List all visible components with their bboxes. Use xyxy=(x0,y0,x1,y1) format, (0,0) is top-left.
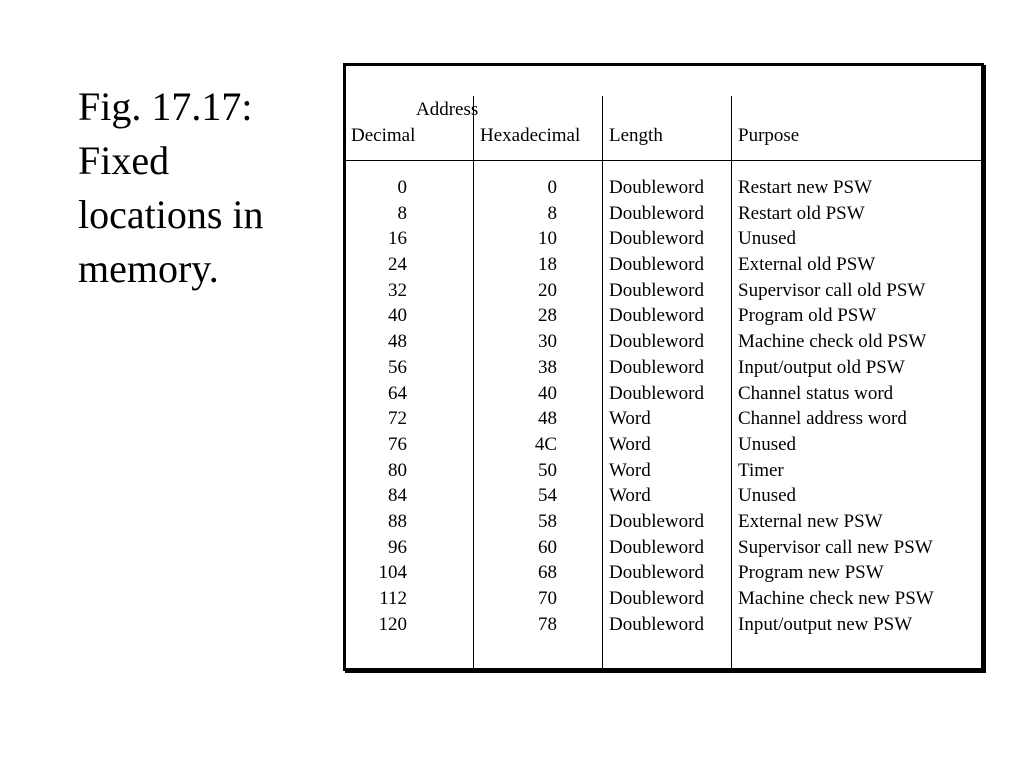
decimal-cell: 48 xyxy=(388,331,407,353)
length-cell: Doubleword xyxy=(609,613,704,635)
table-row xyxy=(346,332,981,358)
table-row xyxy=(346,409,981,435)
length-cell: Doubleword xyxy=(609,562,704,584)
decimal-cell: 32 xyxy=(388,279,407,301)
table-row xyxy=(346,512,981,538)
hexadecimal-cell: 48 xyxy=(538,408,557,430)
table-row xyxy=(346,255,981,281)
length-column-header: Length xyxy=(609,125,663,146)
table-row xyxy=(346,281,981,307)
purpose-cell: Program old PSW xyxy=(738,305,877,327)
header-rule xyxy=(346,160,981,161)
decimal-cell: 72 xyxy=(388,408,407,430)
purpose-cell: Supervisor call old PSW xyxy=(738,279,926,301)
figure-caption xyxy=(78,80,328,296)
table-row xyxy=(346,538,981,564)
decimal-cell: 56 xyxy=(388,356,407,378)
purpose-cell: Program new PSW xyxy=(738,562,884,584)
hexadecimal-cell: 58 xyxy=(538,510,557,532)
purpose-cell: Machine check new PSW xyxy=(738,588,934,609)
purpose-cell: Supervisor call new PSW xyxy=(738,536,933,558)
table-row xyxy=(346,589,981,615)
decimal-cell: 64 xyxy=(388,382,407,404)
purpose-cell: Input/output old PSW xyxy=(738,356,905,378)
length-cell: Word xyxy=(609,485,651,507)
length-cell: Doubleword xyxy=(609,305,704,327)
length-cell: Doubleword xyxy=(609,382,704,404)
hexadecimal-cell: 28 xyxy=(538,305,557,327)
purpose-cell: Restart new PSW xyxy=(738,177,873,198)
purpose-cell: Unused xyxy=(738,485,797,507)
caption-line: Fixed xyxy=(78,138,170,183)
length-cell: Doubleword xyxy=(609,202,704,224)
decimal-cell: 88 xyxy=(388,510,407,532)
caption-line: Fig. 17.17: xyxy=(78,84,253,129)
hexadecimal-cell: 0 xyxy=(547,177,557,198)
decimal-cell: 16 xyxy=(388,228,407,250)
purpose-cell: External old PSW xyxy=(738,254,876,276)
table-row xyxy=(346,435,981,461)
length-cell: Doubleword xyxy=(609,536,704,558)
hexadecimal-column-header: Hexadecimal xyxy=(480,125,581,146)
length-cell: Doubleword xyxy=(609,228,704,250)
length-cell: Doubleword xyxy=(609,510,704,532)
decimal-cell: 8 xyxy=(397,202,407,224)
table-body xyxy=(346,178,981,640)
decimal-cell: 104 xyxy=(378,562,407,584)
hexadecimal-cell: 8 xyxy=(547,202,557,224)
decimal-cell: 120 xyxy=(378,613,407,635)
hexadecimal-cell: 4C xyxy=(534,433,557,455)
decimal-cell: 0 xyxy=(397,177,407,198)
purpose-column-header: Purpose xyxy=(738,125,800,146)
table-row xyxy=(346,306,981,332)
table-row xyxy=(346,486,981,512)
purpose-cell: Channel address word xyxy=(738,408,907,430)
hexadecimal-cell: 50 xyxy=(538,459,557,481)
hexadecimal-cell: 70 xyxy=(538,588,557,609)
decimal-cell: 96 xyxy=(388,536,407,558)
table-row xyxy=(346,178,981,204)
hexadecimal-cell: 60 xyxy=(538,536,557,558)
purpose-cell: Machine check old PSW xyxy=(738,331,927,353)
table-row xyxy=(346,563,981,589)
hexadecimal-cell: 40 xyxy=(538,382,557,404)
decimal-cell: 80 xyxy=(388,459,407,481)
decimal-column-header: Decimal xyxy=(351,125,416,146)
hexadecimal-cell: 38 xyxy=(538,356,557,378)
table-row xyxy=(346,461,981,487)
length-cell: Doubleword xyxy=(609,177,704,198)
length-cell: Word xyxy=(609,433,651,455)
table-row xyxy=(346,204,981,230)
hexadecimal-cell: 68 xyxy=(538,562,557,584)
table-row xyxy=(346,384,981,410)
decimal-cell: 76 xyxy=(388,433,407,455)
purpose-cell: Timer xyxy=(738,459,784,481)
table-row xyxy=(346,615,981,641)
decimal-cell: 40 xyxy=(388,305,407,327)
length-cell: Doubleword xyxy=(609,254,704,276)
length-cell: Doubleword xyxy=(609,279,704,301)
hexadecimal-cell: 18 xyxy=(538,254,557,276)
memory-locations-table xyxy=(343,63,984,671)
table-row xyxy=(346,229,981,255)
purpose-cell: Unused xyxy=(738,433,797,455)
purpose-cell: Input/output new PSW xyxy=(738,613,913,635)
caption-line: locations in xyxy=(78,192,264,237)
decimal-cell: 112 xyxy=(379,588,407,609)
hexadecimal-cell: 54 xyxy=(538,485,557,507)
hexadecimal-cell: 30 xyxy=(538,331,557,353)
purpose-cell: External new PSW xyxy=(738,510,883,532)
length-cell: Doubleword xyxy=(609,331,704,353)
length-cell: Word xyxy=(609,459,651,481)
length-cell: Word xyxy=(609,408,651,430)
table-row xyxy=(346,358,981,384)
decimal-cell: 84 xyxy=(388,485,407,507)
decimal-cell: 24 xyxy=(388,254,407,276)
length-cell: Doubleword xyxy=(609,356,704,378)
purpose-cell: Restart old PSW xyxy=(738,202,865,224)
caption-line: memory. xyxy=(78,246,219,291)
purpose-cell: Unused xyxy=(738,228,797,250)
hexadecimal-cell: 78 xyxy=(538,613,557,635)
hexadecimal-cell: 10 xyxy=(538,228,557,250)
address-group-header: Address xyxy=(416,99,479,120)
hexadecimal-cell: 20 xyxy=(538,279,557,301)
length-cell: Doubleword xyxy=(609,588,704,609)
purpose-cell: Channel status word xyxy=(738,382,894,404)
